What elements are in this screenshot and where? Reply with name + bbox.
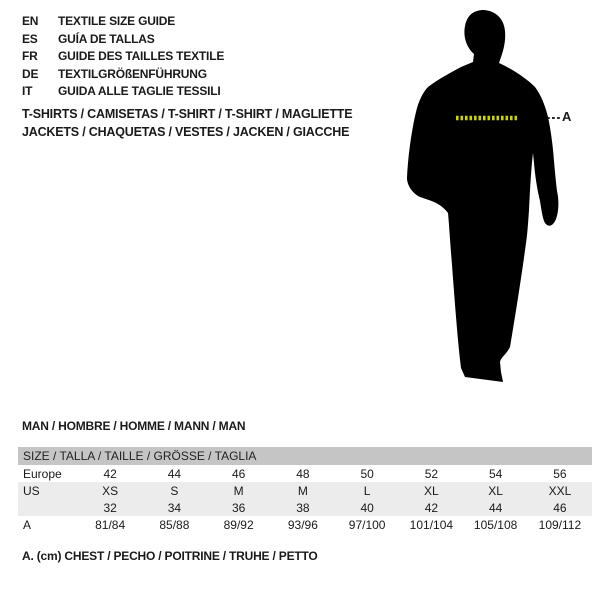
table-cell: 50 xyxy=(360,466,374,481)
table-cell: 46 xyxy=(231,466,246,481)
table-cell: S xyxy=(170,483,179,498)
language-title: GUIDE DES TAILLES TEXTILE xyxy=(58,49,225,63)
measurement-legend: A. (cm) CHEST / PECHO / POITRINE / TRUHE / PETTO xyxy=(22,549,318,563)
size-table-header-row xyxy=(18,447,592,465)
product-line-tshirts: T-SHIRTS / CAMISETAS / T-SHIRT / T-SHIRT / MAGLIETTE xyxy=(22,107,353,121)
language-title: TEXTILGRÖßENFÜHRUNG xyxy=(58,66,207,81)
table-cell: 81/84 xyxy=(95,517,126,532)
language-row-de xyxy=(22,66,224,84)
language-title: GUIDA ALLE TAGLIE TESSILI xyxy=(58,84,221,98)
product-line-jackets: JACKETS / CHAQUETAS / VESTES / JACKEN / GIACCHE xyxy=(22,125,350,139)
table-cell: M xyxy=(297,483,308,498)
table-cell: 89/92 xyxy=(223,517,254,532)
language-title: GUÍA DE TALLAS xyxy=(58,31,155,46)
table-cell: XS xyxy=(102,483,119,498)
table-cell: M xyxy=(233,483,244,498)
man-silhouette-figure xyxy=(400,5,570,395)
table-cell: 109/112 xyxy=(538,517,582,532)
table-cell: 44 xyxy=(488,500,503,515)
product-category-list xyxy=(22,105,352,141)
table-row-us xyxy=(18,482,592,499)
table-cell: 52 xyxy=(424,466,439,481)
language-code: DE xyxy=(22,66,39,81)
row-label: Europe xyxy=(23,466,62,481)
table-cell: 54 xyxy=(488,466,503,481)
table-cell: 36 xyxy=(231,500,246,515)
size-table-header: SIZE / TALLA / TAILLE / GRÖSSE / TAGLIA xyxy=(18,447,592,465)
table-row-europe xyxy=(18,465,592,482)
language-code: ES xyxy=(22,31,38,46)
language-code: EN xyxy=(22,14,39,28)
language-code: FR xyxy=(22,49,38,63)
row-label: A xyxy=(23,517,32,532)
table-cell: XXL xyxy=(548,483,572,498)
table-row-alt-size xyxy=(18,499,592,516)
table-cell: XL xyxy=(488,483,503,498)
table-cell: 40 xyxy=(360,500,374,515)
table-cell: 48 xyxy=(296,466,310,481)
size-table xyxy=(18,447,592,533)
table-cell: 105/108 xyxy=(473,517,518,532)
table-cell: 93/96 xyxy=(287,517,318,532)
table-cell: L xyxy=(363,483,371,498)
row-label: US xyxy=(23,483,40,498)
language-row-en xyxy=(22,13,224,31)
table-cell: 42 xyxy=(424,500,439,515)
table-cell: XL xyxy=(424,483,439,498)
language-code: IT xyxy=(22,84,33,98)
table-cell: 42 xyxy=(103,466,117,481)
language-title-list xyxy=(22,13,224,101)
table-cell: 34 xyxy=(167,500,182,515)
table-cell: 46 xyxy=(553,500,567,515)
table-cell: 32 xyxy=(103,500,117,515)
language-row-es xyxy=(22,31,224,49)
table-cell: 101/104 xyxy=(409,517,454,532)
man-silhouette-svg xyxy=(400,5,570,395)
section-title-man: MAN / HOMBRE / HOMME / MANN / MAN xyxy=(22,419,246,433)
table-cell: 85/88 xyxy=(159,517,190,532)
measure-label-a: A xyxy=(562,109,572,124)
language-row-it xyxy=(22,83,224,101)
table-cell: 44 xyxy=(167,466,182,481)
table-cell: 38 xyxy=(296,500,310,515)
table-cell: 56 xyxy=(553,466,567,481)
man-silhouette-path xyxy=(407,10,558,382)
language-title: TEXTILE SIZE GUIDE xyxy=(58,14,176,28)
table-cell: 97/100 xyxy=(348,517,386,532)
row-label xyxy=(18,499,78,516)
language-row-fr xyxy=(22,48,224,66)
table-row-chest-a xyxy=(18,516,592,533)
